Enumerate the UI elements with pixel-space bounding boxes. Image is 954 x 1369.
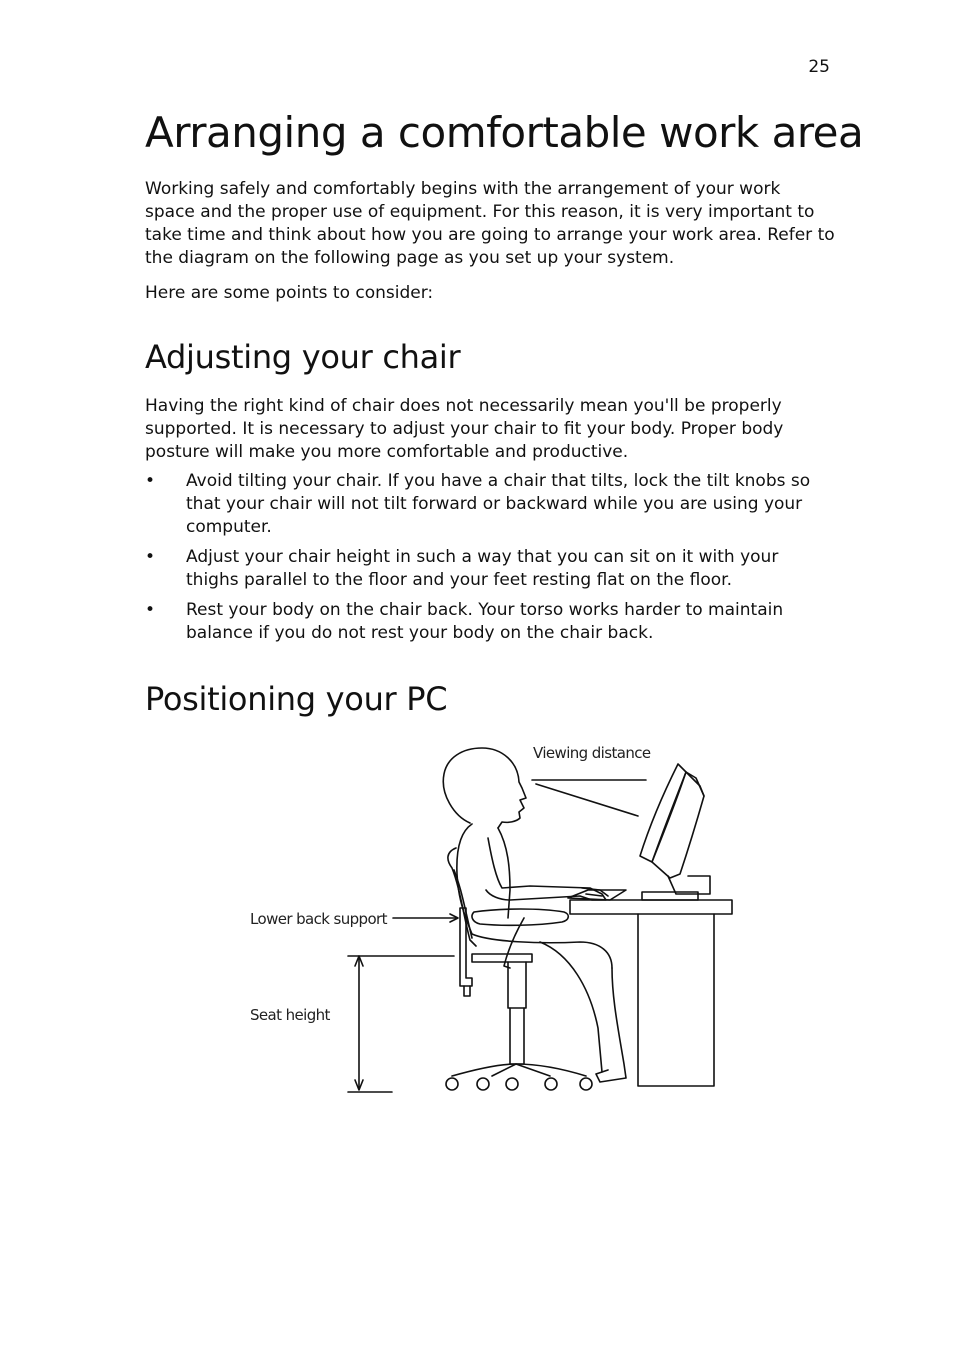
chair-mechanism — [472, 954, 532, 962]
desk-panel — [638, 914, 714, 1086]
workstation-illustration — [240, 728, 740, 1098]
chair-caster — [580, 1078, 592, 1090]
viewing-distance-label: Viewing distance — [533, 744, 651, 762]
chair-section-heading: Adjusting your chair — [145, 338, 461, 376]
chair-caster — [506, 1078, 518, 1090]
monitor-body — [652, 772, 704, 878]
pc-section-heading: Positioning your PC — [145, 680, 448, 718]
intro-paragraph: Working safely and comfortably begins with the arrangement of your work space and the proper use of equipment. For this reason, it is very important to take time and think about how you are going to arrange your work area. Refer to the diagram on the following page as you set up your system. — [145, 179, 835, 268]
chair-back-knob — [464, 986, 470, 996]
page-title: Arranging a comfortable work area — [145, 108, 864, 157]
chair-seat — [472, 909, 568, 925]
bullet-item-back — [145, 599, 835, 645]
chair-column-lower — [510, 1008, 524, 1064]
person-back-leg — [540, 942, 602, 1072]
desk-top — [570, 900, 732, 914]
chair-caster — [446, 1078, 458, 1090]
person-head — [443, 748, 526, 828]
chair-caster — [545, 1078, 557, 1090]
page-number: 25 — [808, 57, 830, 77]
person-thigh — [472, 934, 612, 968]
chair-intro-paragraph: Having the right kind of chair does not necessarily mean you'll be properly supported. It is necessary to adjust your chair to fit your body. Proper body posture will make you more comfortable and productive. — [145, 396, 784, 462]
monitor-screen — [640, 764, 686, 862]
bullet-marker: • — [145, 471, 156, 491]
bullet-item-height — [145, 546, 835, 592]
bullet-marker: • — [145, 600, 156, 620]
bullet-item-tilt — [145, 470, 835, 539]
bullet-text: Adjust your chair height in such a way that you can sit on it with your thighs parallel to the floor and your feet resting flat on the floor. — [186, 547, 779, 590]
chair-bullet-list — [145, 470, 835, 652]
workstation-figure — [240, 728, 740, 1098]
chair-column — [508, 962, 526, 1008]
chair-back-post — [460, 908, 472, 986]
monitor-back — [686, 772, 704, 796]
viewing-distance-line — [536, 784, 638, 816]
bullet-text: Rest your body on the chair back. Your torso works harder to maintain balance if you do not rest your body on the chair back. — [186, 600, 784, 643]
person-lower-leg — [596, 968, 626, 1082]
lower-back-support-label: Lower back support — [250, 910, 387, 928]
seat-height-label: Seat height — [250, 1006, 330, 1024]
points-lead-text: Here are some points to consider: — [145, 283, 434, 303]
bullet-marker: • — [145, 547, 156, 567]
person-chest — [498, 828, 510, 918]
bullet-text: Avoid tilting your chair. If you have a chair that tilts, lock the tilt knobs so that your chair will not tilt forward or backward while you are using your computer. — [186, 471, 811, 537]
chair-caster — [477, 1078, 489, 1090]
